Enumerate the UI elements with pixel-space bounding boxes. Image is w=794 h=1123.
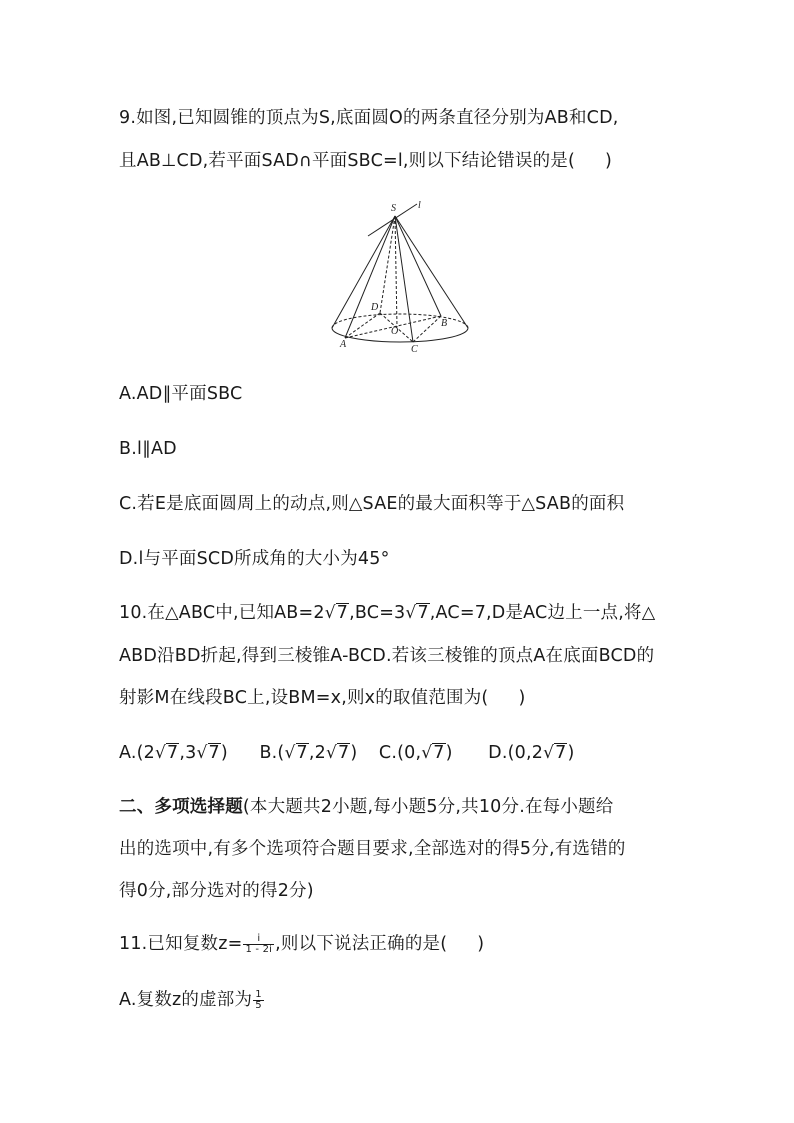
q10-text-b: ,BC=3 <box>349 603 406 623</box>
fraction-z: $\frac{i}{1 - 2i}$ <box>245 932 273 955</box>
label-l: l <box>418 200 421 211</box>
q10-option-b: B.(√7,2√7) <box>259 743 358 763</box>
q10-text-c: ,AC=7,D是AC边上一点,将△ <box>429 603 656 623</box>
q9-paren-close: ) <box>605 151 613 171</box>
q9-stem-line2 <box>119 149 612 173</box>
edge-SO <box>395 216 397 327</box>
q9-stem-line1: 9.如图,已知圆锥的顶点为S,底面圆O的两条直径分别为AB和CD, <box>119 108 619 128</box>
sqrt-7: √7 <box>405 603 429 623</box>
q11-stem <box>119 932 484 956</box>
generator-left <box>332 216 395 328</box>
edge-SD <box>380 216 395 313</box>
q10-stem-line3 <box>119 686 525 710</box>
q10-option-d: D.(0,2√7) <box>488 743 575 763</box>
q9-option-b: B.l∥AD <box>119 439 177 459</box>
q10-stem-line2: ABD沿BD折起,得到三棱锥A-BCD.若该三棱锥的顶点A在底面BCD的 <box>119 646 655 666</box>
label-C: C <box>411 344 418 355</box>
q9-option-a: A.AD∥平面SBC <box>119 384 243 404</box>
label-B: B <box>441 318 448 329</box>
section-title: 二、多项选择题 <box>119 797 243 817</box>
fraction-one-fifth: $\frac{1}{5}$ <box>255 988 262 1011</box>
chord-CB <box>413 316 441 342</box>
q9-option-d: D.l与平面SCD所成角的大小为45° <box>119 549 390 569</box>
q10-stem-line1 <box>119 601 655 625</box>
q10-text-line3: 射影M在线段BC上,设BM=x,则x的取值范围为( <box>119 688 489 708</box>
label-O: O <box>391 326 399 337</box>
section2-line1 <box>119 795 613 819</box>
q10-option-c: C.(0,√7) <box>378 743 453 763</box>
label-S: S <box>391 203 396 214</box>
section2-line3: 得0分,部分选对的得2分) <box>119 881 314 901</box>
section2-instructions-a: (本大题共2小题,每小题5分,共10分.在每小题给 <box>242 797 614 817</box>
q11-option-a <box>119 988 265 1012</box>
q10-options <box>119 741 575 765</box>
q11-paren-close: ) <box>477 934 485 954</box>
sqrt-7: √7 <box>324 603 349 623</box>
q11-text-suffix: ,则以下说法正确的是( <box>275 934 448 954</box>
q9-stem-line2-text: 且AB⊥CD,若平面SAD∩平面SBC=l,则以下结论错误的是( <box>119 151 576 171</box>
q10-text-a: 10.在△ABC中,已知AB=2 <box>119 603 325 623</box>
q11-option-a-text: A.复数z的虚部为 <box>119 990 253 1010</box>
generator-right <box>395 216 468 328</box>
q10-paren-close: ) <box>518 688 526 708</box>
q11-text-prefix: 11.已知复数z= <box>119 934 243 954</box>
q10-option-a: A.(2√7,3√7) <box>119 743 228 763</box>
q9-option-c: C.若E是底面圆周上的动点,则△SAE的最大面积等于△SAB的面积 <box>119 494 625 514</box>
cone-figure <box>325 196 475 356</box>
label-D: D <box>371 302 379 313</box>
label-A: A <box>340 339 347 350</box>
section2-line2: 出的选项中,有多个选项符合题目要求,全部选对的得5分,有选错的 <box>119 839 626 859</box>
